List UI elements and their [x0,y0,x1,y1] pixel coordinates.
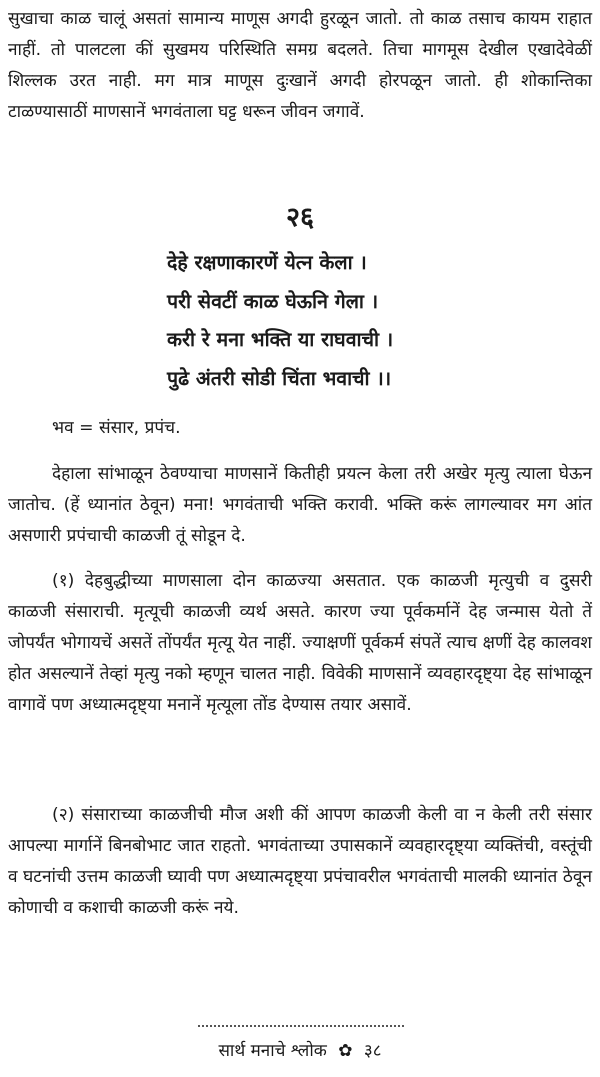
flower-separator-icon: ✿ [338,1041,353,1061]
footer-dotted-rule [198,1025,404,1027]
verse-number: २६ [285,202,315,233]
footer-page-number: ३८ [363,1041,382,1061]
footer-book-title: सार्थ मनाचे श्लोक [218,1041,327,1061]
commentary-paragraph-two: (२) संसाराच्या काळजीची मौज अशी कीं आपण काळजी केली वा न केली तरी संसार आपल्या मार्गानें बिनबोभाट जात राहतो. भगवंताच्या उपासकानें व्यवहारदृष्ट्या व्यक्तिंची, वस्तूंची व घटनांची उत्तम काळजी घ्यावी पण अध्यात्मदृष्ट्या प्रपंचावरील भगवंताची मालकी ध्यानांत ठेवून कोणाची व कशाची काळजी करूं नये. [8,805,592,918]
verse-line: पुढे अंतरी सोडी चिंता भवाची ।। [167,366,392,390]
page-footer [0,1036,600,1066]
word-meaning: भव = संसार, प्रपंच. [52,418,181,438]
explanation-paragraph: देहाला सांभाळून ठेवण्याचा माणसानें कितीही प्रयत्न केला तरी अखेर मृत्यु त्याला घेऊन जातोच. (हें ध्यानांत ठेवून) मना! भगवंताची भक्ति करावी. भक्ति करूं लागल्यावर मग आंत असणारी प्रपंचाची काळजी तूं सोडून दे. [8,464,592,546]
verse-line: देहे रक्षणाकारणें येत्न केला । [167,251,367,274]
intro-paragraph: सुखाचा काळ चालूं असतां सामान्य माणूस अगदी हुरळून जातो. तो काळ तसाच कायम राहात नाहीं. तो पालटला कीं सुखमय परिस्थिति समग्र बदलते. तिचा मागमूस देखील एखादेवेळीं शिल्लक उरत नाही. मग मात्र माणूस दुःखानें अगदी होरपळून जातो. ही शोकान्तिका टाळण्यासाठीं माणसानें भगवंताला घट्ट धरून जीवन जगावें. [8,9,592,122]
commentary-paragraph-one: (१) देहबुद्धीच्या माणसाला दोन काळज्या असतात. एक काळजी मृत्युची व दुसरी काळजी संसाराची. मृत्यूची काळजी व्यर्थ असते. कारण ज्या पूर्वकर्मानें देह जन्मास येतो तें जोपर्यंत भोगायचें असतें तोंपर्यंत मृत्यू येत नाहीं. ज्याक्षणीं पूर्वकर्म संपतें त्याच क्षणीं देह कालवश होत असल्यानें तेव्हां मृत्यु नको म्हणून चालत नाही. विवेकी माणसानें व्यवहारदृष्ट्या देह सांभाळून वागावें पण अध्यात्मदृष्ट्या मनानें मृत्यूला तोंड देण्यास तयार असावें. [8,571,592,715]
verse-block [167,244,587,398]
verse-line: परी सेवटीं काळ घेऊनि गेला । [167,289,379,313]
verse-line: करी रे मना भक्ति या राघवाची । [167,328,394,351]
